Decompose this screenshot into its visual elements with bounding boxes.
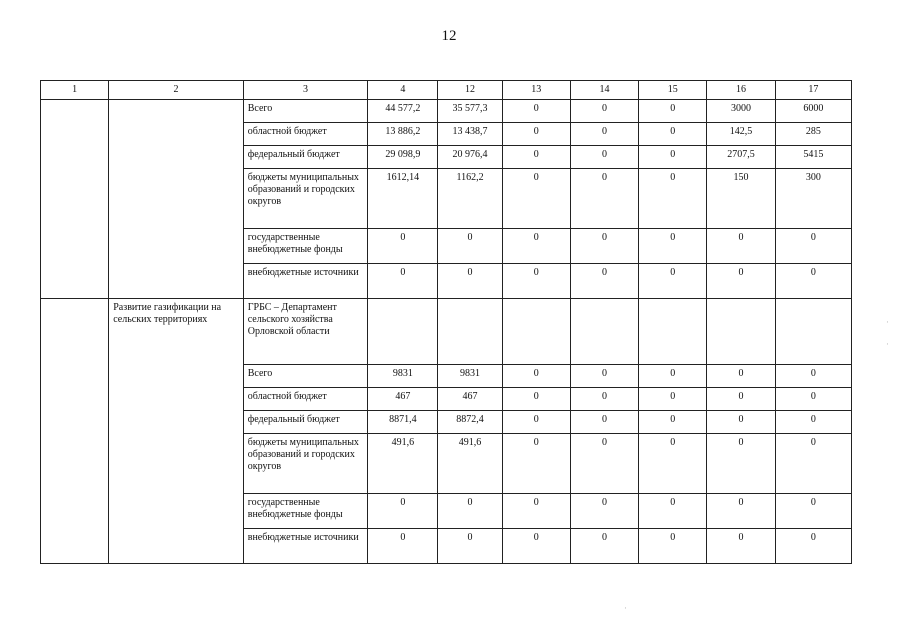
amount-cell: 0 [438, 229, 502, 264]
amount-cell: 8871,4 [368, 411, 438, 434]
amount-cell: 35 577,3 [438, 100, 502, 123]
amount-cell: 0 [570, 365, 638, 388]
funding-source-label: ГРБС – Департамент сельского хозяйства Орловской области [243, 299, 367, 365]
amount-cell: 0 [639, 411, 707, 434]
measure-name-cell: Развитие газификации на сельских территориях [109, 299, 243, 564]
column-header: 14 [570, 81, 638, 100]
funding-source-label: Всего [243, 365, 367, 388]
amount-cell: 467 [368, 388, 438, 411]
amount-cell: 0 [502, 411, 570, 434]
column-header: 3 [243, 81, 367, 100]
amount-cell: 0 [707, 529, 775, 564]
amount-cell: 0 [775, 229, 851, 264]
amount-cell: 0 [707, 494, 775, 529]
amount-cell: 5415 [775, 146, 851, 169]
amount-cell: 0 [368, 494, 438, 529]
column-header: 4 [368, 81, 438, 100]
amount-cell [368, 299, 438, 365]
header-row [41, 81, 852, 100]
amount-cell: 6000 [775, 100, 851, 123]
amount-cell: 8872,4 [438, 411, 502, 434]
amount-cell: 0 [570, 411, 638, 434]
amount-cell: 0 [502, 529, 570, 564]
amount-cell: 1612,14 [368, 169, 438, 229]
amount-cell: 0 [775, 494, 851, 529]
funding-source-label: государственные внебюджетные фонды [243, 494, 367, 529]
row-number-cell [41, 299, 109, 564]
page-number: 12 [441, 28, 457, 44]
amount-cell: 0 [639, 388, 707, 411]
amount-cell: 0 [502, 365, 570, 388]
amount-cell: 0 [775, 529, 851, 564]
column-header: 12 [438, 81, 502, 100]
amount-cell: 0 [368, 229, 438, 264]
amount-cell: 0 [639, 365, 707, 388]
amount-cell: 0 [570, 494, 638, 529]
funding-source-label: федеральный бюджет [243, 146, 367, 169]
column-header: 15 [639, 81, 707, 100]
amount-cell: 1162,2 [438, 169, 502, 229]
amount-cell: 0 [707, 411, 775, 434]
amount-cell: 0 [502, 146, 570, 169]
amount-cell: 20 976,4 [438, 146, 502, 169]
amount-cell: 0 [707, 434, 775, 494]
amount-cell: 0 [570, 100, 638, 123]
amount-cell: 0 [639, 264, 707, 299]
funding-source-label: внебюджетные источники [243, 529, 367, 564]
amount-cell: 0 [502, 264, 570, 299]
amount-cell: 0 [639, 434, 707, 494]
amount-cell: 0 [775, 434, 851, 494]
amount-cell: 142,5 [707, 123, 775, 146]
amount-cell: 0 [438, 264, 502, 299]
amount-cell: 0 [639, 123, 707, 146]
amount-cell: 0 [570, 264, 638, 299]
amount-cell: 0 [502, 229, 570, 264]
amount-cell: 0 [570, 146, 638, 169]
funding-source-label: областной бюджет [243, 388, 367, 411]
funding-source-label: внебюджетные источники [243, 264, 367, 299]
amount-cell: 0 [707, 264, 775, 299]
amount-cell: 0 [502, 388, 570, 411]
column-header: 16 [707, 81, 775, 100]
amount-cell: 44 577,2 [368, 100, 438, 123]
amount-cell: 0 [502, 123, 570, 146]
amount-cell: 0 [639, 169, 707, 229]
amount-cell: 3000 [707, 100, 775, 123]
amount-cell: 0 [502, 494, 570, 529]
amount-cell: 285 [775, 123, 851, 146]
amount-cell [639, 299, 707, 365]
amount-cell: 0 [570, 434, 638, 494]
amount-cell: 13 438,7 [438, 123, 502, 146]
amount-cell: 9831 [438, 365, 502, 388]
amount-cell: 0 [438, 494, 502, 529]
amount-cell: 0 [368, 264, 438, 299]
amount-cell: 0 [707, 388, 775, 411]
amount-cell: 0 [570, 388, 638, 411]
funding-source-label: государственные внебюджетные фонды [243, 229, 367, 264]
funding-source-label: областной бюджет [243, 123, 367, 146]
row-number-cell [41, 100, 109, 299]
column-header: 1 [41, 81, 109, 100]
column-header: 13 [502, 81, 570, 100]
amount-cell: 0 [368, 529, 438, 564]
table-row [41, 299, 852, 365]
funding-source-label: бюджеты муниципальных образований и городских округов [243, 434, 367, 494]
amount-cell: 467 [438, 388, 502, 411]
amount-cell: 0 [570, 229, 638, 264]
amount-cell: 0 [639, 229, 707, 264]
amount-cell: 0 [775, 365, 851, 388]
amount-cell: 0 [775, 411, 851, 434]
amount-cell [502, 299, 570, 365]
measure-name-cell [109, 100, 243, 299]
table-body [41, 100, 852, 564]
amount-cell [438, 299, 502, 365]
amount-cell [570, 299, 638, 365]
amount-cell: 0 [639, 146, 707, 169]
amount-cell: 0 [775, 264, 851, 299]
amount-cell: 0 [570, 169, 638, 229]
amount-cell: 0 [502, 169, 570, 229]
amount-cell: 300 [775, 169, 851, 229]
amount-cell: 0 [707, 229, 775, 264]
amount-cell [707, 299, 775, 365]
amount-cell: 0 [570, 529, 638, 564]
funding-source-label: федеральный бюджет [243, 411, 367, 434]
amount-cell: 0 [639, 529, 707, 564]
amount-cell: 29 098,9 [368, 146, 438, 169]
column-header: 17 [775, 81, 851, 100]
column-header: 2 [109, 81, 243, 100]
amount-cell: 0 [570, 123, 638, 146]
amount-cell: 13 886,2 [368, 123, 438, 146]
amount-cell: 491,6 [368, 434, 438, 494]
budget-table [40, 80, 852, 564]
amount-cell: 0 [639, 100, 707, 123]
amount-cell: 491,6 [438, 434, 502, 494]
amount-cell: 2707,5 [707, 146, 775, 169]
amount-cell: 0 [639, 494, 707, 529]
funding-source-label: бюджеты муниципальных образований и городских округов [243, 169, 367, 229]
amount-cell: 9831 [368, 365, 438, 388]
amount-cell: 0 [502, 100, 570, 123]
table-row [41, 100, 852, 123]
amount-cell: 0 [502, 434, 570, 494]
amount-cell: 0 [707, 365, 775, 388]
funding-source-label: Всего [243, 100, 367, 123]
amount-cell: 150 [707, 169, 775, 229]
amount-cell: 0 [775, 388, 851, 411]
amount-cell: 0 [438, 529, 502, 564]
amount-cell [775, 299, 851, 365]
